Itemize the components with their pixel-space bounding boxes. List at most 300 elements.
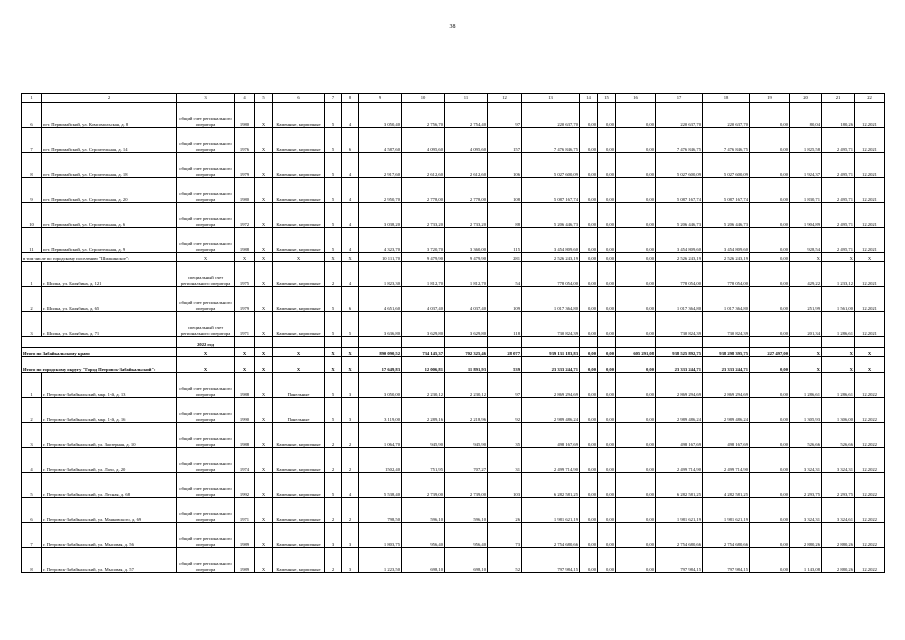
table-cell: 4 xyxy=(342,473,359,498)
table-cell: 12.2022 xyxy=(855,448,885,473)
table-cell: 5 xyxy=(325,203,342,228)
table-cell: 1 830,71 xyxy=(790,178,822,203)
table-cell: 0,00 xyxy=(598,228,616,253)
table-cell: 2 230,12 xyxy=(445,373,488,398)
table-cell: 3 050,40 xyxy=(359,103,402,128)
table-cell xyxy=(703,337,750,348)
table-cell: 1 981 621,19 xyxy=(703,498,750,523)
table-cell: 23 333 244,71 xyxy=(522,357,580,373)
table-row xyxy=(22,228,885,253)
table-cell: 6 282 581,25 xyxy=(522,473,580,498)
table-cell: 157 xyxy=(488,128,522,153)
table-cell: 0,00 xyxy=(598,153,616,178)
table-cell: 0,00 xyxy=(616,423,656,448)
table-cell: 0,00 xyxy=(750,398,790,423)
table-cell: 4 xyxy=(342,153,359,178)
column-number: 18 xyxy=(703,94,750,103)
table-cell: X xyxy=(342,253,359,262)
table-cell: 0,00 xyxy=(616,128,656,153)
table-cell: 0,00 xyxy=(598,448,616,473)
table-cell: 7 476 846,75 xyxy=(522,128,580,153)
table-cell: X xyxy=(255,228,273,253)
total-row xyxy=(22,357,885,373)
table-cell: 88 xyxy=(488,203,522,228)
table-cell: X xyxy=(255,203,273,228)
table-cell: 1988 xyxy=(235,228,255,253)
table-cell: X xyxy=(255,398,273,423)
table-cell: X xyxy=(273,253,325,262)
table-cell: 4 xyxy=(342,178,359,203)
table-cell: 2 499 714,90 xyxy=(522,448,580,473)
table-cell: 5 206 446,73 xyxy=(656,203,703,228)
table-cell: 1971 xyxy=(235,312,255,337)
column-number: 5 xyxy=(255,94,273,103)
table-cell: 0,00 xyxy=(750,498,790,523)
table-cell: 12.2022 xyxy=(855,498,885,523)
table-cell: общий счет регионального оператора xyxy=(177,548,235,573)
table-cell: 938 525 892,75 xyxy=(656,348,703,357)
table-cell: 12.2022 xyxy=(855,523,885,548)
column-number-row xyxy=(22,94,885,103)
table-cell: г. Петровск-Забайкальский, ул. Лазо, д. 20 xyxy=(42,448,177,473)
table-cell: 12.2021 xyxy=(855,103,885,128)
table-cell: 0,00 xyxy=(750,203,790,228)
table-cell: г. Петровск-Забайкальский, мкр. 1-й, д. 13 xyxy=(42,373,177,398)
table-cell: 251,99 xyxy=(790,287,822,312)
table-cell: 2 880,26 xyxy=(822,523,855,548)
table-row xyxy=(22,498,885,523)
table-cell: 106 xyxy=(488,153,522,178)
column-number: 11 xyxy=(445,94,488,103)
table-cell: 0,00 xyxy=(616,523,656,548)
table-cell: 2 293,75 xyxy=(790,473,822,498)
table-cell: Каменные, кирпичные xyxy=(273,312,325,337)
table-cell: 4 xyxy=(342,203,359,228)
table-row xyxy=(22,398,885,423)
table-cell: 1 286,61 xyxy=(790,373,822,398)
table-cell: 734 145,37 xyxy=(402,348,445,357)
table-cell: Каменные, кирпичные xyxy=(273,228,325,253)
table-cell: 12.2021 xyxy=(855,312,885,337)
table-cell: 1 223,50 xyxy=(359,548,402,573)
table-cell: 0,00 xyxy=(580,312,598,337)
table-cell: 6 xyxy=(22,103,42,128)
table-cell: 2 754,40 xyxy=(445,103,488,128)
table-cell: 3 xyxy=(22,312,42,337)
table-cell: 0,00 xyxy=(750,373,790,398)
table-cell: 0,00 xyxy=(750,103,790,128)
table-cell: общий счет регионального оператора xyxy=(177,287,235,312)
column-number: 17 xyxy=(656,94,703,103)
table-cell: 1 064,70 xyxy=(359,423,402,448)
table-cell: 2 xyxy=(342,448,359,473)
table-cell: 4 095,60 xyxy=(445,128,488,153)
table-cell: 2 880,26 xyxy=(822,548,855,573)
table-cell: 4 282 581,25 xyxy=(703,473,750,498)
table-cell: 2 499 714,90 xyxy=(656,448,703,473)
table-cell: 2 495,71 xyxy=(822,153,855,178)
table-cell: 2 xyxy=(325,548,342,573)
table-cell: 0,00 xyxy=(598,178,616,203)
column-number: 22 xyxy=(855,94,885,103)
table-cell: 5 xyxy=(325,103,342,128)
table-cell: 4 095,60 xyxy=(402,128,445,153)
table-cell: 0,00 xyxy=(616,548,656,573)
table-cell: 3 050,00 xyxy=(359,373,402,398)
table-cell: 596,10 xyxy=(402,498,445,523)
table-cell: 2 950,70 xyxy=(359,178,402,203)
table-cell: г. Петровск-Забайкальский, ул. Мысовая, д. 56 xyxy=(42,523,177,548)
table-cell: специальный счет регионального оператора xyxy=(177,262,235,287)
table-cell: 12.2021 xyxy=(855,153,885,178)
table-cell: 3 xyxy=(22,423,42,448)
table-cell: 4 323,70 xyxy=(359,228,402,253)
table-cell xyxy=(273,337,325,348)
table-cell: г. Шилка, ул. Балябина, д. 65 xyxy=(42,287,177,312)
table-cell: 4 xyxy=(342,228,359,253)
table-cell: 201,34 xyxy=(790,312,822,337)
year-label: 2022 год xyxy=(177,337,235,348)
table-cell: общий счет регионального оператора xyxy=(177,228,235,253)
table-cell: 0,00 xyxy=(580,287,598,312)
table-cell: 0,00 xyxy=(616,253,656,262)
table-cell: 7 476 846,75 xyxy=(703,128,750,153)
table-cell: 1988 xyxy=(235,373,255,398)
table-cell: 1 904,89 xyxy=(790,203,822,228)
table-cell: 12.2021 xyxy=(855,128,885,153)
table-cell: 0,00 xyxy=(598,262,616,287)
table-cell: 1972 xyxy=(235,203,255,228)
table-cell xyxy=(522,337,580,348)
total-row xyxy=(22,348,885,357)
table-cell: 0,00 xyxy=(598,348,616,357)
table-cell: 12.2022 xyxy=(855,398,885,423)
table-cell: 0,00 xyxy=(598,203,616,228)
table-cell: 0,00 xyxy=(598,253,616,262)
table-cell: 2 739,00 xyxy=(402,473,445,498)
table-cell: 526,66 xyxy=(822,423,855,448)
table-cell: 0,00 xyxy=(580,398,598,423)
table-cell: 1992 xyxy=(235,473,255,498)
table-cell: 2 869 294,69 xyxy=(656,373,703,398)
table-cell: Панельные xyxy=(273,373,325,398)
table-cell: 0,00 xyxy=(616,287,656,312)
table-cell: X xyxy=(255,348,273,357)
table-cell: 5 538,40 xyxy=(359,473,402,498)
table-cell: 3 454 809,60 xyxy=(656,228,703,253)
table-cell: 3 720,70 xyxy=(402,228,445,253)
table-cell: X xyxy=(790,253,822,262)
table-row xyxy=(22,423,885,448)
table-cell: 12.2021 xyxy=(855,262,885,287)
table-cell: 3 xyxy=(342,373,359,398)
table-cell: 54 xyxy=(488,262,522,287)
table-cell: 778 054,00 xyxy=(656,262,703,287)
table-cell: Каменные, кирпичные xyxy=(273,103,325,128)
table-row xyxy=(22,153,885,178)
table-cell: X xyxy=(855,348,885,357)
table-cell: 1989 xyxy=(235,523,255,548)
year-row xyxy=(22,337,885,348)
table-cell: 0,00 xyxy=(616,398,656,423)
table-cell: 109 xyxy=(488,287,522,312)
table-cell: 0,00 xyxy=(580,178,598,203)
table-cell: 118 xyxy=(488,312,522,337)
table-cell: 103 xyxy=(488,473,522,498)
table-row xyxy=(22,312,885,337)
table-cell: 0,00 xyxy=(750,262,790,287)
table-cell: X xyxy=(255,423,273,448)
table-cell: 97 xyxy=(488,103,522,128)
table-cell: 5 206 446,73 xyxy=(703,203,750,228)
table-cell: 9 479,90 xyxy=(402,253,445,262)
table-cell: 1 305,93 xyxy=(790,398,822,423)
table-cell: 80,04 xyxy=(790,103,822,128)
column-number: 4 xyxy=(235,94,255,103)
table-cell: 1980 xyxy=(235,103,255,128)
table-cell: 1 286,61 xyxy=(822,312,855,337)
table-cell: 2 499 714,90 xyxy=(703,448,750,473)
table-cell: 5 xyxy=(325,228,342,253)
table-cell: 2 733,20 xyxy=(445,203,488,228)
column-number: 12 xyxy=(488,94,522,103)
table-cell: 698,10 xyxy=(402,548,445,573)
table-cell: 0,00 xyxy=(580,253,598,262)
table-cell: 12.2021 xyxy=(855,178,885,203)
table-cell: 1 286,61 xyxy=(822,373,855,398)
table-cell: 0,00 xyxy=(598,357,616,373)
column-number: 2 xyxy=(42,94,177,103)
table-cell: 7 476 846,75 xyxy=(656,128,703,153)
table-cell: 0,00 xyxy=(616,473,656,498)
table-cell: 0,00 xyxy=(616,262,656,287)
table-cell: 4 xyxy=(22,448,42,473)
table-cell xyxy=(656,337,703,348)
table-cell: 12.2022 xyxy=(855,548,885,573)
table-cell: 220 637,70 xyxy=(656,103,703,128)
table-cell: 498 167,69 xyxy=(703,423,750,448)
total-label: Итого по Забайкальскому краю: xyxy=(22,348,177,357)
column-number: 15 xyxy=(598,94,616,103)
table-cell: 8 xyxy=(22,548,42,573)
column-number: 3 xyxy=(177,94,235,103)
column-number: 21 xyxy=(822,94,855,103)
table-cell: 0,00 xyxy=(598,473,616,498)
table-cell: 2 495,71 xyxy=(822,128,855,153)
table-cell: 0,00 xyxy=(580,423,598,448)
table-cell: 498 167,69 xyxy=(656,423,703,448)
table-cell xyxy=(855,337,885,348)
table-cell: 3 xyxy=(325,523,342,548)
table-cell: X xyxy=(177,253,235,262)
table-cell: 1 924,37 xyxy=(790,153,822,178)
table-cell xyxy=(750,337,790,348)
table-cell: 778 054,00 xyxy=(703,262,750,287)
table-cell: 227 497,00 xyxy=(750,348,790,357)
subtotal-row xyxy=(22,253,885,262)
table-cell: X xyxy=(255,262,273,287)
table-cell: 12.2022 xyxy=(855,373,885,398)
table-row xyxy=(22,548,885,573)
table-cell: 0,00 xyxy=(580,448,598,473)
table-cell: 0,00 xyxy=(580,473,598,498)
table-cell: пгт. Первомайский, ул. Строительная, д. 18 xyxy=(42,153,177,178)
table-cell: 0,00 xyxy=(616,228,656,253)
table-cell: 5 027 600,09 xyxy=(703,153,750,178)
table-cell xyxy=(580,337,598,348)
table-cell: 702 325,46 xyxy=(445,348,488,357)
table-cell: 1 823,30 xyxy=(359,262,402,287)
table-cell: г. Петровск-Забайкальский, мкр. 1-й, д. 16 xyxy=(42,398,177,423)
table-cell: 605 291,08 xyxy=(616,348,656,357)
table-cell: 1 017 364,80 xyxy=(656,287,703,312)
table-cell: X xyxy=(273,357,325,373)
table-cell: 1 xyxy=(22,373,42,398)
table-cell: 3 xyxy=(342,523,359,548)
table-cell: 28 077 xyxy=(488,348,522,357)
table-cell: 4 587,60 xyxy=(359,128,402,153)
table-cell: 0,00 xyxy=(750,548,790,573)
table-cell: 0,00 xyxy=(580,228,598,253)
table-cell: 2 xyxy=(342,423,359,448)
table-cell: 2 230,12 xyxy=(402,373,445,398)
table-cell: г. Петровск-Забайкальский, ул. Мысовая, д. 57 xyxy=(42,548,177,573)
table-cell: 5 027 600,09 xyxy=(522,153,580,178)
table-cell: 890 090,52 xyxy=(359,348,402,357)
table-cell: 2 495,71 xyxy=(822,203,855,228)
table-cell: 0,00 xyxy=(580,498,598,523)
table-cell: общий счет регионального оператора xyxy=(177,103,235,128)
table-cell: X xyxy=(255,373,273,398)
table-cell: 1974 xyxy=(235,448,255,473)
table-cell: 1988 xyxy=(235,423,255,448)
table-cell: 1976 xyxy=(235,128,255,153)
table-cell: 2 880,26 xyxy=(790,523,822,548)
table-cell: пгт. Первомайский, ул. Строительная, д. 20 xyxy=(42,178,177,203)
table-cell: 23 333 244,71 xyxy=(656,357,703,373)
table-cell: общий счет регионального оператора xyxy=(177,178,235,203)
table-cell: 2 289,16 xyxy=(402,398,445,423)
table-cell: специальный счет регионального оператора xyxy=(177,312,235,337)
table-cell: 3 636,80 xyxy=(359,312,402,337)
table-cell: X xyxy=(255,523,273,548)
table-cell: 945,90 xyxy=(402,423,445,448)
table-cell: 3 324,31 xyxy=(822,448,855,473)
table-cell: X xyxy=(255,287,273,312)
table-cell: Каменные, кирпичные xyxy=(273,473,325,498)
table-cell: 5 087 167,74 xyxy=(522,178,580,203)
table-cell: X xyxy=(822,253,855,262)
table-cell: 23 333 244,71 xyxy=(703,357,750,373)
table-cell: 1980 xyxy=(235,178,255,203)
table-cell: 5 027 600,09 xyxy=(656,153,703,178)
table-row xyxy=(22,203,885,228)
table-row xyxy=(22,523,885,548)
table-cell: 945,90 xyxy=(445,423,488,448)
table-cell xyxy=(359,337,402,348)
table-cell: 12.2022 xyxy=(855,423,885,448)
table-cell: 4 651,60 xyxy=(359,287,402,312)
table-cell: пгт. Первомайский, ул. Строительная, д. 14 xyxy=(42,128,177,153)
table-cell: 3 038,20 xyxy=(359,203,402,228)
table-cell: 2 xyxy=(342,498,359,523)
table-cell: X xyxy=(325,348,342,357)
table-cell: 797 984,15 xyxy=(656,548,703,573)
table-cell: X xyxy=(273,348,325,357)
table-cell: 2 612,60 xyxy=(445,153,488,178)
table-cell: 1989 xyxy=(235,548,255,573)
table-cell: 0,00 xyxy=(598,103,616,128)
table-cell: Каменные, кирпичные xyxy=(273,548,325,573)
table-cell: 3 324,31 xyxy=(790,498,822,523)
table-cell: 1979 xyxy=(235,287,255,312)
table-cell: 6 282 581,25 xyxy=(656,473,703,498)
table-cell: 9 479,90 xyxy=(445,253,488,262)
table-cell: 1 825,58 xyxy=(790,128,822,153)
table-cell: 0,00 xyxy=(598,373,616,398)
table-cell: Каменные, кирпичные xyxy=(273,287,325,312)
table-row xyxy=(22,103,885,128)
table-cell: X xyxy=(255,312,273,337)
table-cell: 180,26 xyxy=(822,103,855,128)
table-cell: 11 xyxy=(22,228,42,253)
table-cell: 0,00 xyxy=(616,373,656,398)
table-row xyxy=(22,373,885,398)
table-cell: 2 754 680,66 xyxy=(656,523,703,548)
table-cell: 5 xyxy=(325,153,342,178)
table-cell: 5 xyxy=(325,312,342,337)
table-cell: 108 xyxy=(488,178,522,203)
table-cell: Каменные, кирпичные xyxy=(273,262,325,287)
table-cell: X xyxy=(255,498,273,523)
table-cell: 1 017 364,80 xyxy=(703,287,750,312)
table-cell: 7 xyxy=(22,523,42,548)
table-cell: 281 xyxy=(488,253,522,262)
table-cell: 17 649,83 xyxy=(359,357,402,373)
table-cell: 5 xyxy=(325,287,342,312)
table-cell: 0,00 xyxy=(616,153,656,178)
table-cell: 2 218,96 xyxy=(445,398,488,423)
table-cell: X xyxy=(235,348,255,357)
table-cell: 730 824,39 xyxy=(522,312,580,337)
table-cell: 730 824,39 xyxy=(703,312,750,337)
table-cell: X xyxy=(790,348,822,357)
table-cell: 1 233,12 xyxy=(822,262,855,287)
table-cell: 0,00 xyxy=(750,423,790,448)
table-cell: 12.2021 xyxy=(855,228,885,253)
table-cell: общий счет регионального оператора xyxy=(177,153,235,178)
table-cell: 5 xyxy=(325,128,342,153)
column-number: 20 xyxy=(790,94,822,103)
table-cell: X xyxy=(790,357,822,373)
table-cell: Каменные, кирпичные xyxy=(273,153,325,178)
table-cell: общий счет регионального оператора xyxy=(177,373,235,398)
table-cell: 2 778,00 xyxy=(402,178,445,203)
table-cell: 3 454 809,60 xyxy=(522,228,580,253)
column-number: 16 xyxy=(616,94,656,103)
table-cell: 0,00 xyxy=(598,523,616,548)
table-cell: 0,00 xyxy=(580,523,598,548)
table-cell xyxy=(402,337,445,348)
table-cell: X xyxy=(855,357,885,373)
table-cell xyxy=(598,337,616,348)
table-cell: 115 xyxy=(488,228,522,253)
table-cell: 7 xyxy=(22,128,42,153)
table-cell: 2 526 243,19 xyxy=(703,253,750,262)
table-cell: 0,00 xyxy=(616,312,656,337)
table-cell: 0,00 xyxy=(580,548,598,573)
table-cell: X xyxy=(342,357,359,373)
